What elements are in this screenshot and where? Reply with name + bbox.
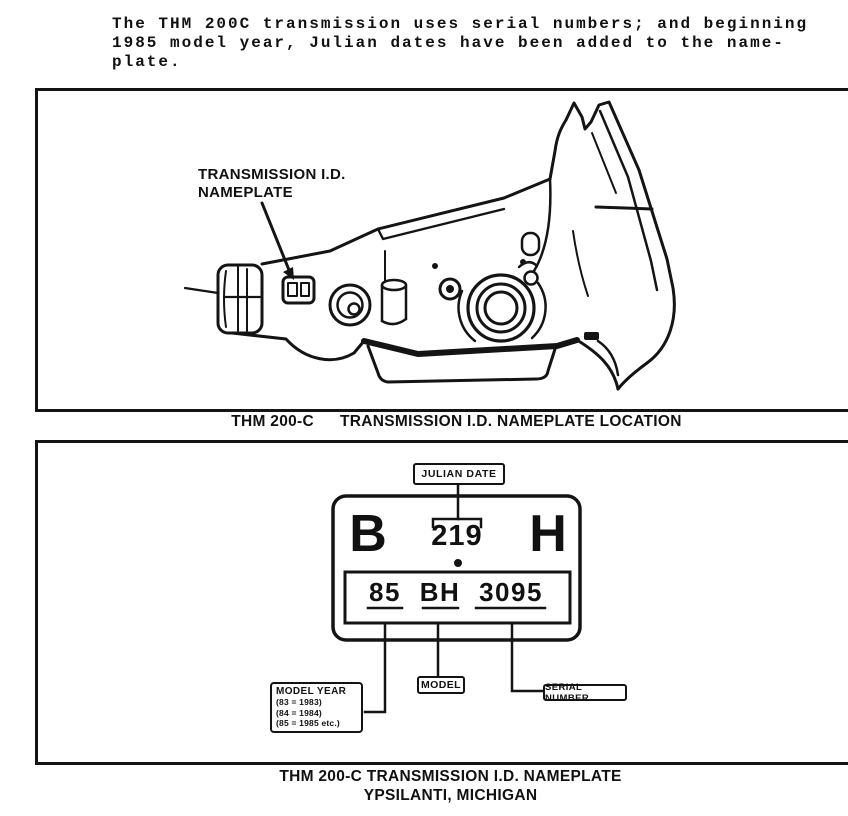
figure2-caption — [35, 767, 848, 805]
julian-date-tag — [413, 463, 505, 485]
bell-housing-outline — [550, 102, 674, 389]
transmission-drawing — [38, 91, 848, 409]
intro-line-3: plate. — [112, 53, 182, 71]
nameplate-callout — [198, 166, 346, 202]
intro-paragraph — [112, 15, 842, 72]
serial-number-tag — [543, 681, 627, 704]
model-tag — [417, 676, 465, 694]
model-year-tag — [270, 682, 363, 733]
model-year-tag-label: MODEL YEAR — [276, 686, 347, 697]
model-value: BH — [419, 577, 461, 607]
plate-letter-right: H — [529, 505, 567, 563]
pan-flange — [364, 340, 577, 354]
serial-number-value: 3095 — [479, 577, 543, 607]
model-year-leader — [365, 625, 385, 712]
figure2-caption-line-2: YPSILANTI, MICHIGAN — [363, 787, 538, 804]
intro-line-2: 1985 model year, Julian dates have been added to the name- — [112, 34, 785, 52]
model-year-example-2: (84 = 1984) — [276, 707, 322, 718]
serial-leader — [512, 625, 543, 691]
figure1-caption — [35, 412, 848, 431]
callout-line-1: TRANSMISSION I.D. — [198, 166, 346, 183]
nameplate-detail-figure — [35, 440, 848, 765]
model-year-example-3: (85 = 1985 etc.) — [276, 718, 340, 728]
vent-stub — [522, 233, 539, 255]
nameplate-location-figure — [35, 88, 848, 412]
julian-date-tag-label: JULIAN DATE — [421, 468, 497, 480]
figure1-caption-text: TRANSMISSION I.D. NAMEPLATE LOCATION — [340, 413, 682, 430]
intro-line-1: The THM 200C transmission uses serial numbers; and beginning — [112, 15, 809, 33]
figure1-caption-model: THM 200-C — [231, 413, 315, 430]
model-year-value: 85 — [369, 577, 401, 607]
center-punch-dot — [454, 559, 462, 567]
model-year-example-1: (83 = 1983) — [276, 697, 322, 707]
serial-number-tag-label: SERIAL NUMBER — [545, 681, 590, 704]
governor-cover — [382, 280, 406, 290]
julian-date-value: 219 — [431, 520, 483, 552]
model-tag-label: MODEL — [421, 679, 461, 691]
case-bottom-edge — [232, 333, 364, 360]
plate-letter-left: B — [349, 505, 387, 563]
callout-line-2: NAMEPLATE — [198, 184, 293, 201]
figure2-caption-line-1: THM 200-C TRANSMISSION I.D. NAMEPLATE — [279, 768, 622, 785]
